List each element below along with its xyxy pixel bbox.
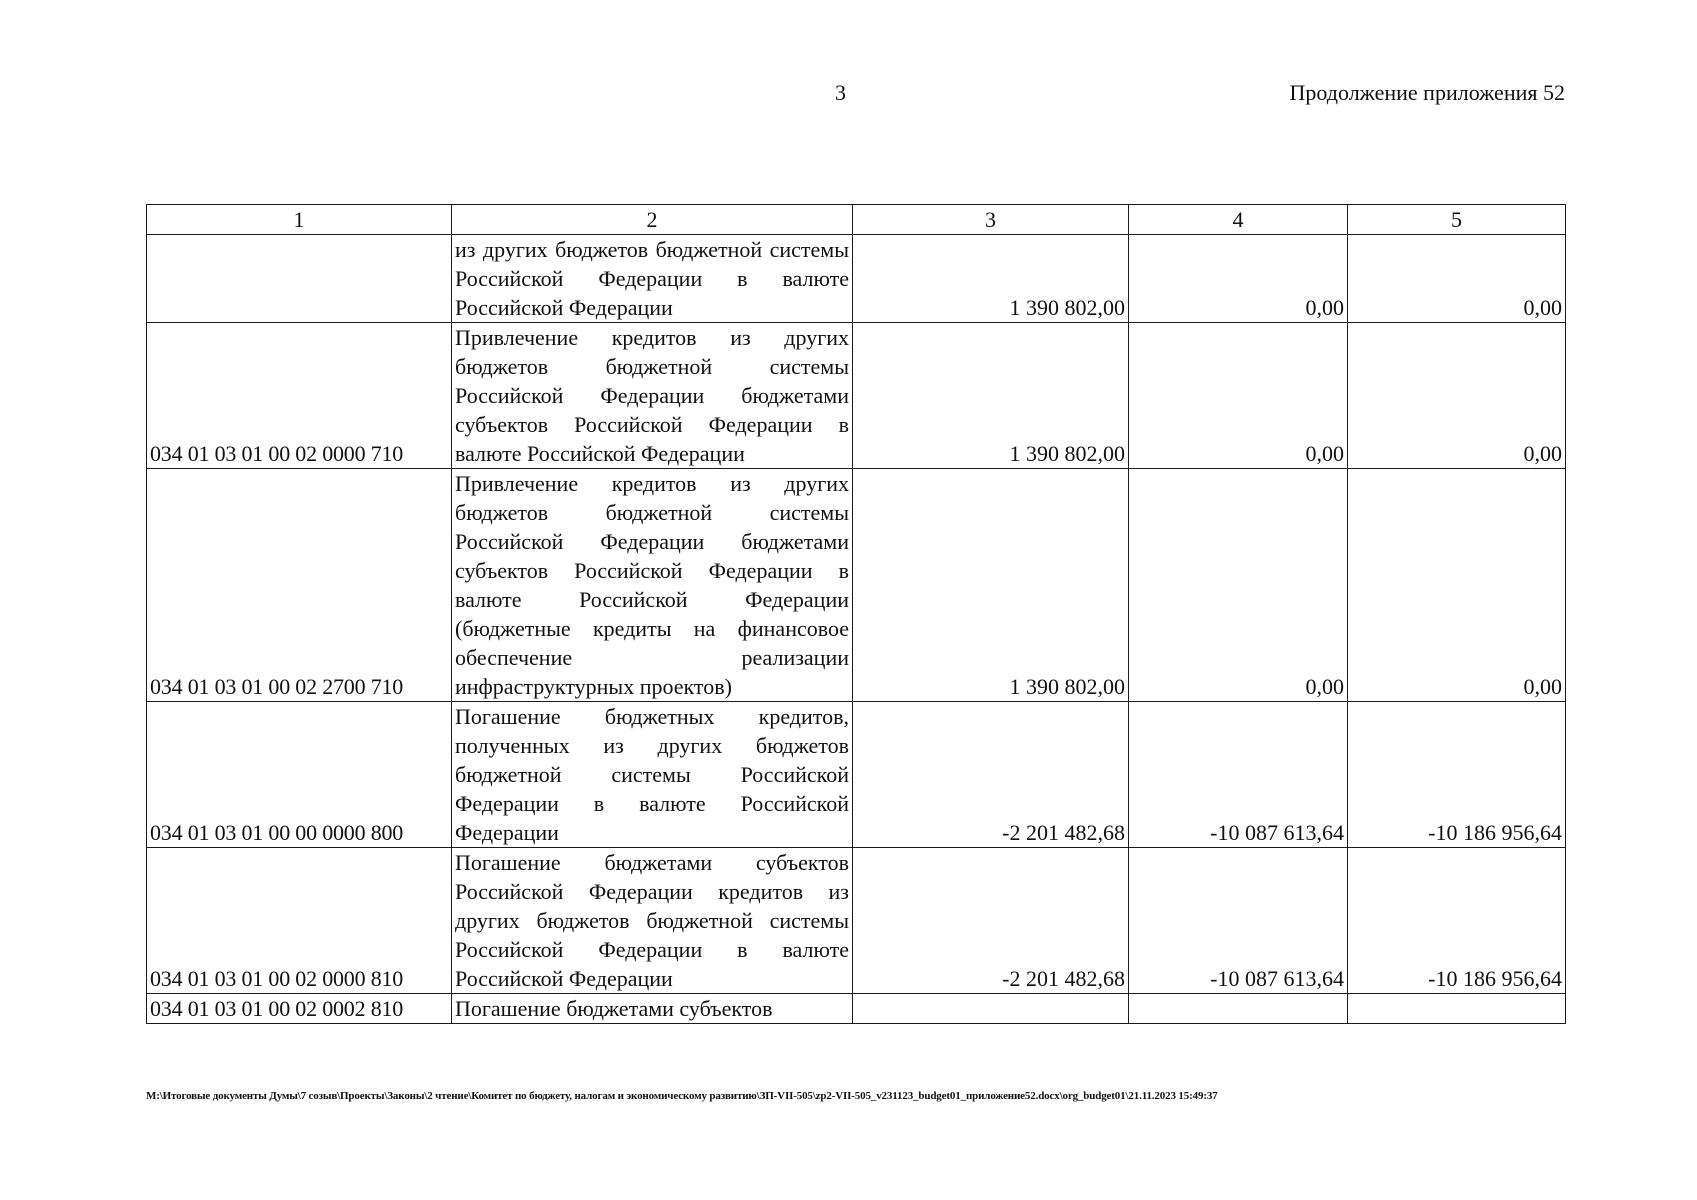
amount-col3-cell: -2 201 482,68 <box>853 848 1129 994</box>
column-header: 1 <box>147 205 452 235</box>
description-cell: из других бюджетов бюджетной системы Российской Федерации в валюте Российской Федерации <box>452 235 853 323</box>
amount-col5-cell: 0,00 <box>1348 469 1566 702</box>
column-header: 5 <box>1348 205 1566 235</box>
table-row <box>147 848 1566 994</box>
amount-col4-cell: -10 087 613,64 <box>1129 848 1348 994</box>
amount-col5-cell: 0,00 <box>1348 235 1566 323</box>
description-cell: Привлечение кредитов из других бюджетов бюджетной системы Российской Федерации бюджетами субъектов Российской Федерации в валюте Российской Федерации (бюджетные кредиты на финансовое обеспечение реализации инфраструктурных проектов) <box>452 469 853 702</box>
table-row <box>147 702 1566 848</box>
description-cell: Погашение бюджетами субъектов <box>452 994 853 1024</box>
budget-code-cell: 034 01 03 01 00 02 0000 810 <box>147 848 452 994</box>
amount-col4-cell: 0,00 <box>1129 323 1348 469</box>
table-row <box>147 994 1566 1024</box>
table-row <box>147 235 1566 323</box>
budget-code-cell <box>147 235 452 323</box>
table-row <box>147 469 1566 702</box>
budget-code-cell: 034 01 03 01 00 02 2700 710 <box>147 469 452 702</box>
page-number: 3 <box>835 80 846 105</box>
description-cell: Погашение бюджетами субъектов Российской Федерации кредитов из других бюджетов бюджетной системы Российской Федерации в валюте Российской Федерации <box>452 848 853 994</box>
amount-col5-cell: 0,00 <box>1348 323 1566 469</box>
amount-col3-cell: -2 201 482,68 <box>853 702 1129 848</box>
amount-col3-cell: 1 390 802,00 <box>853 235 1129 323</box>
description-cell: Погашение бюджетных кредитов, полученных из других бюджетов бюджетной системы Российской Федерации в валюте Российской Федерации <box>452 702 853 848</box>
column-header: 4 <box>1129 205 1348 235</box>
budget-code-cell: 034 01 03 01 00 02 0000 710 <box>147 323 452 469</box>
amount-col4-cell: 0,00 <box>1129 235 1348 323</box>
amount-col4-cell: 0,00 <box>1129 469 1348 702</box>
amount-col3-cell <box>853 994 1129 1024</box>
footer-file-path: M:\Итоговые документы Думы\7 созыв\Проекты\Законы\2 чтение\Комитет по бюджету, налогам и экономическому развитию\ЗП-VII-505\zp2-VII-505_v231123_budget01_приложение52.docx\org_budget01\21.11.2023 15:49:37 <box>146 1090 1218 1102</box>
amount-col4-cell <box>1129 994 1348 1024</box>
budget-code-cell: 034 01 03 01 00 02 0002 810 <box>147 994 452 1024</box>
amount-col5-cell <box>1348 994 1566 1024</box>
table-header-row <box>147 205 1566 235</box>
description-cell: Привлечение кредитов из других бюджетов бюджетной системы Российской Федерации бюджетами субъектов Российской Федерации в валюте Российской Федерации <box>452 323 853 469</box>
amount-col5-cell: -10 186 956,64 <box>1348 702 1566 848</box>
table-row <box>147 323 1566 469</box>
amount-col3-cell: 1 390 802,00 <box>853 469 1129 702</box>
amount-col3-cell: 1 390 802,00 <box>853 323 1129 469</box>
amount-col5-cell: -10 186 956,64 <box>1348 848 1566 994</box>
column-header: 2 <box>452 205 853 235</box>
column-header: 3 <box>853 205 1129 235</box>
budget-code-cell: 034 01 03 01 00 00 0000 800 <box>147 702 452 848</box>
amount-col4-cell: -10 087 613,64 <box>1129 702 1348 848</box>
budget-table <box>146 204 1566 1024</box>
appendix-title: Продолжение приложения 52 <box>1289 80 1565 105</box>
